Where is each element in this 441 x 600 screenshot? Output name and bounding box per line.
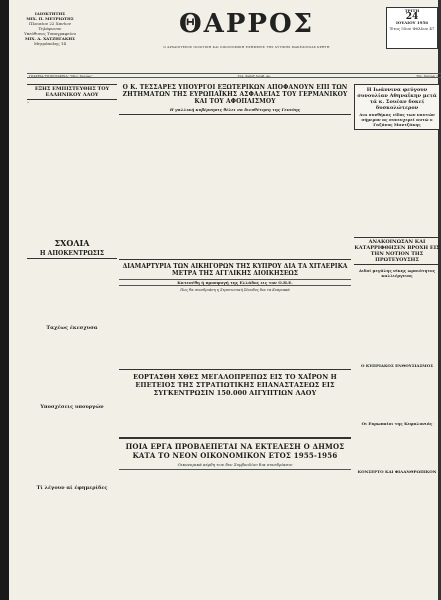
egypt-headline: ΕΟΡΤΑΣΘΗ ΧΘΕΣ ΜΕΓΑΛΟΠΡΕΠΩΣ ΕΙΣ ΤΟ ΧΑΪΡΟΝ Η ΕΠΕΤΕΙΟΣ ΤΗΣ ΣΤΡΑΤΙΩΤΙΚΗΣ ΕΠΑΝΑΣΤΑΣΕΩΣ ΕΙΣ ΣΥΓΚΕΝΤΡΩΣΙΝ 150.000 ΑΙΓΥΠΤΙΩΝ ΛΑΟΥ — [119, 369, 351, 397]
article-text-block — [119, 117, 233, 255]
owner-line: Τηλέφωνον — [38, 26, 62, 31]
cyprus-body — [119, 295, 351, 365]
date-month: ΙΟΥΛΙΟΥ 1956 — [395, 20, 429, 25]
section-title: Υποσχέσεις υπουργών — [40, 404, 104, 410]
owner-box — [21, 11, 79, 46]
article-text-block — [354, 133, 440, 233]
right-small-headline: Οι Ευρωπαίοι της Κεφαλονιάς — [361, 421, 433, 426]
date-number: 24 — [405, 12, 419, 22]
article-text-block — [237, 117, 351, 255]
right-feature-box — [354, 84, 440, 130]
right-small-headline: ΚΟΝΣΕΡΤΟ ΚΑΙ ΦΙΛΑΝΘΡΩΠΙΚΟΝ — [357, 469, 437, 474]
right-subheadline: Αιδοί μεγάλης νίκης ωραιότητος καλλιέργειας — [358, 268, 436, 278]
masthead-subtitle: Ο ΑΡΧΑΙΟΤΕΡΟΣ ΠΟΛΙΤΙΚΗ ΚΑΙ ΟΙΚΟΝΟΜΙΚΗ ΕΦΗΜΕΡΙΣ ΤΗΣ ΔΥΤΙΚΗΣ ΜΑΚΕΔΟΝΙΑΣ ΚΡΗΤΗ — [163, 45, 330, 49]
article-text-block — [119, 473, 233, 543]
cyprus-headline: ΔΙΑΜΑΡΤΥΡΙΑ ΤΩΝ ΑΙΚΗΓΟΡΩΝ ΤΗΣ ΚΥΠΡΟΥ ΔΙΑ ΤΑ ΧΙΤΛΕΡΙΚΑ ΜΕΤΡΑ ΤΗΣ ΑΓΓΛΙΚΗΣ ΔΙΟΙΚΗΣΕΩΣ — [122, 263, 348, 277]
date-day: ΤΡΙΤΗ — [404, 8, 420, 13]
budget-body — [119, 473, 351, 543]
article-text-block — [354, 368, 440, 418]
right-box-title: Η Ιωάννινα φεύγουν συνουλίαν Αθηναΐκην μετά τά κ. Σουέαν δοκεί δυσκολώτερον — [357, 87, 437, 111]
cyprus-subheadline: Κατεσέθη ή προσφυγή της Ελλάδος εις τον Ο.Η.Ε. — [119, 279, 351, 286]
owner-line: ΙΔΙΟΚΤΗΤΗΣ — [34, 11, 66, 16]
owner-line: ΜΙΧ. Π. ΜΕΤΡΙΩΤΗΣ — [26, 16, 74, 21]
article-text-block — [27, 412, 117, 482]
owner-line: Πλοιαίου 22 Χανίων — [29, 21, 71, 26]
article-text-block — [237, 295, 351, 365]
date-box — [386, 7, 438, 49]
article-text-block: ␣ — [27, 100, 30, 103]
masthead-area — [19, 3, 441, 67]
masthead — [105, 3, 388, 49]
owner-line: Μητρόπολης 14 — [33, 41, 67, 46]
section-title: Ταχέως έκεσχυσα — [46, 325, 98, 331]
article-text-block — [27, 493, 117, 541]
owner-line: Υπεύθυνος Τυπογραφείου — [24, 31, 76, 36]
date-extra: Έτος 55ον Φύλλον 47 — [389, 26, 435, 31]
budget-headline: ΠΟΙΑ ΕΡΓΑ ΠΡΟΒΛΕΠΕΤΑΙ ΝΑ ΕΚΤΕΛΕΣΗ Ο ΔΗΜΟΣ ΚΑΤΑ ΤΟ ΝΕΟΝ ΟΙΚΟΝΟΜΙΚΟΝ ΕΤΟΣ 1955-1956 — [119, 437, 351, 460]
scholia-subtitle: Η ΑΠΟΚΕΝΤΡΩΣΙΣ — [27, 250, 117, 259]
article-text-block — [119, 399, 233, 433]
lead-headline: Ο Κ. ΤΕΣΣΑΡΕΣ ΥΠΟΥΡΓΟΙ ΕΞΩΤΕΡΙΚΩΝ ΑΠΟΦΑΝΟΥΝ ΕΠΙ ΤΩΝ ΖΗΤΗΜΑΤΩΝ ΤΗΣ ΕΥΡΩΠΑΪΚΗΣ ΑΣΦΑΛΕΙΑΣ ΤΟΥ ΓΕΡΜΑΝΙΚΟΥ ΚΑΙ ΤΟΥ ΑΦΟΠΛΙΣΜΟΥ — [122, 84, 348, 105]
budget-subheadline: Οικονομικά κέρδη των δεν Συμβουλίου δια συνεδρίασιν — [119, 462, 351, 470]
article-text-block — [27, 262, 117, 322]
cyprus-note: Πως θα συνεδριάση η Στρατιωτική Σύνοδος δια τα Κυπριακά — [180, 288, 290, 292]
article-text-block — [119, 295, 233, 365]
article-text-block — [354, 426, 440, 466]
right-column — [354, 84, 440, 518]
owner-line: ΜΙΧ. Α. ΧΑΤΖΗΓΑΚΗΣ — [25, 36, 75, 41]
article-text-block — [27, 333, 117, 401]
article-text-block — [237, 399, 351, 433]
right-headline: ΑΝΑΚΟΙΝΩΣΑΝ ΚΑΙ ΚΑΤΑΡΡΙΦΘΗΣΕΝ ΒΡΟΧΗ ΕΙΣ ΤΗΝ ΝΟΤΙΟΝ ΤΗΣ ΠΡΩΤΕΥΟΥΣΗΣ — [354, 239, 440, 263]
left-column — [27, 84, 117, 541]
right-small-headline: Ο ΚΥΠΡΙΑΚΟΣ ΕΝΘΟΥΣΙΑΣΜΟΣ — [360, 363, 434, 368]
right-box-subtitle: Δια συνθήκας είδος των ναυτών σήμερον ας συνευχερεί αυτώ ο Γαζάνος Μαντζάκης — [359, 112, 435, 127]
egypt-body — [119, 399, 351, 433]
masthead-title: ΘΑΡΡΟΣ — [179, 9, 314, 39]
lead-body — [119, 117, 351, 255]
info-left: ΓΡΑΦΕΙΑ-ΤΥΠΟΓΡΑΦΕΙΑ: "Οδος Χανίων" — [29, 73, 93, 78]
center-column — [119, 84, 351, 543]
cyprus-story — [119, 259, 351, 365]
info-center: Ταχ. Κώδιξ Διευθ. Αρ. — [237, 73, 271, 78]
section-title: Τί λέγουν αί έφημερίδες — [36, 485, 108, 491]
article-text-block — [354, 280, 440, 360]
article-text-block — [354, 474, 440, 518]
info-right: Τηλ. Χανίων 16 — [416, 73, 440, 78]
scholia-title: ΣΧΟΛΙΑ — [54, 238, 90, 248]
left-headline: ΕΞΗΣ ΕΜΠΙΣΤΕΥΘΗΣ ΤΟΥ ΕΛΛΗΝΙΚΟΥ ΛΑΟΥ — [27, 84, 117, 100]
article-text-block — [237, 473, 351, 543]
info-bar — [27, 73, 441, 78]
lead-subheadline: Η γαλλική κυβέρνησις θέλει να διευθέτηση της Γενεύης — [119, 107, 351, 115]
